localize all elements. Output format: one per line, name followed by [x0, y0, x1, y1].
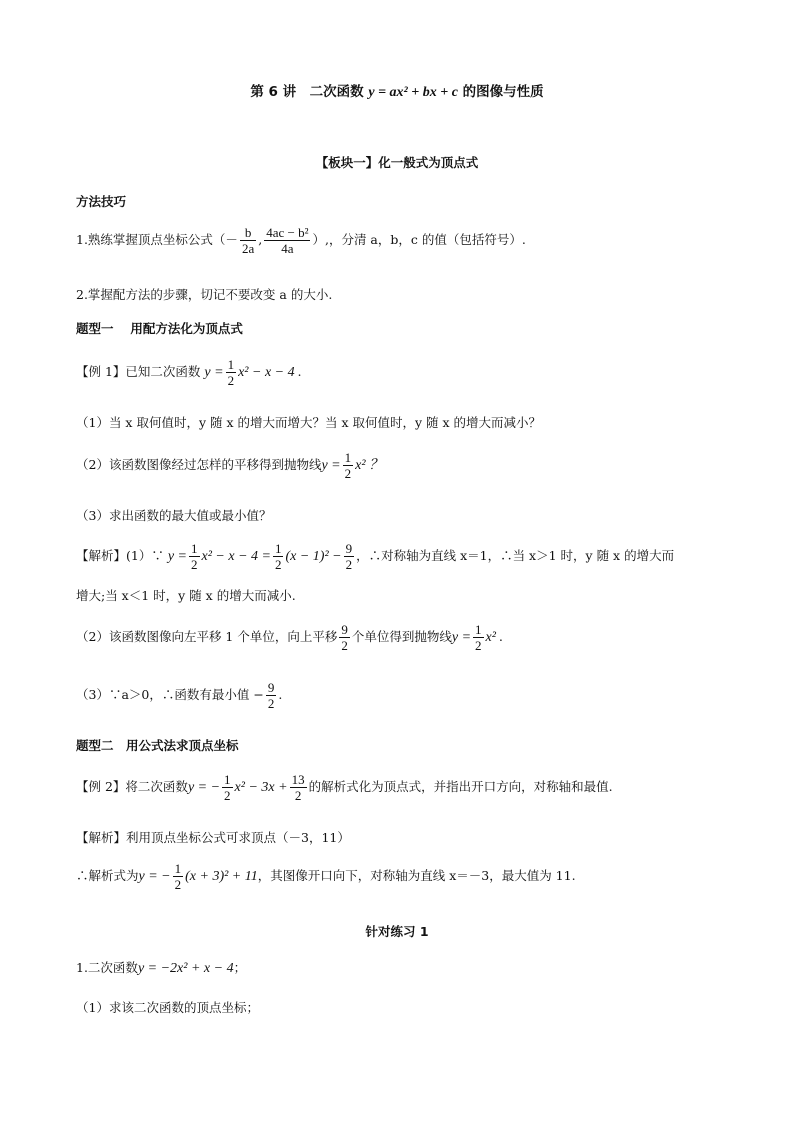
lecture-title — [0, 80, 794, 101]
frac-den: 2 — [227, 373, 235, 388]
example-2 — [76, 772, 613, 803]
example-1 — [76, 357, 302, 388]
method1-prefix: 1.熟练掌握顶点坐标公式（－ — [76, 232, 238, 247]
frac-num: 13 — [291, 772, 305, 787]
practice-item-1 — [76, 958, 246, 977]
frac-den: 2 — [267, 696, 275, 711]
sol1-2-tail: x² . — [485, 630, 503, 645]
frac-num: 1 — [227, 357, 235, 372]
frac-den: 4a — [281, 241, 294, 256]
frac-num: 1 — [344, 450, 352, 465]
solution-1-part-2 — [76, 622, 503, 653]
sol1-3-prefix: （3）∵a＞0，∴函数有最小值 − — [76, 687, 264, 702]
solution-1-part-1-cont: 增大;当 x＜1 时，y 随 x 的增大而减小. — [76, 588, 296, 603]
frac-den: 2 — [191, 557, 198, 572]
ex1-q2-y: y = — [321, 458, 341, 473]
frac-num: 9 — [267, 680, 275, 695]
example-1-question-3: （3）求出函数的最大值或最小值？ — [76, 508, 272, 523]
frac-den: 2 — [345, 557, 353, 572]
fraction — [339, 622, 350, 653]
ex2-mid: x² − 3x + — [234, 780, 288, 795]
ex1-prefix: 【例 1】已知二次函数 — [76, 364, 201, 379]
sol1-mid1: x² − x − 4 = — [201, 549, 271, 564]
sol1-2-mid: 个单位得到抛物线 — [351, 629, 452, 644]
fraction — [173, 861, 184, 892]
fraction-b-over-2a — [240, 225, 256, 256]
fraction — [343, 450, 354, 481]
sol1-3-tail: . — [278, 687, 283, 702]
method-item-2: 2.掌握配方法的步骤，切记不要改变 a 的大小. — [76, 287, 333, 302]
frac-num: 9 — [341, 622, 348, 637]
example-1-question-1: （1）当 x 取何值时，y 随 x 的增大而增大？当 x 取何值时，y 随 x 的增大而减小？ — [76, 415, 542, 430]
title-suffix: 的图像与性质 — [462, 84, 544, 100]
solution-1-part-3 — [76, 680, 282, 711]
frac-den: 2 — [344, 466, 352, 481]
frac-den: 2a — [241, 241, 255, 256]
sol1-2-prefix: （2）该函数图像向左平移 1 个单位，向上平移 — [76, 629, 338, 644]
sol2-y: y = − — [138, 869, 171, 884]
sol2-prefix: ∴解析式为 — [76, 868, 139, 883]
frac-den: 2 — [294, 788, 302, 803]
p1-prefix: 1.二次函数 — [76, 960, 138, 975]
frac-num: 1 — [191, 541, 198, 556]
fraction — [189, 541, 200, 572]
frac-num: 4ac − b² — [266, 225, 309, 240]
p1-formula: y = −2x² + x − 4 — [137, 961, 234, 976]
frac-num: 1 — [174, 861, 182, 876]
ex2-prefix: 【例 2】将二次函数 — [76, 779, 188, 794]
method-heading: 方法技巧 — [76, 194, 127, 209]
fraction — [222, 772, 233, 803]
ex1-q2-tail: x² ？ — [355, 458, 384, 473]
frac-num: 1 — [475, 622, 482, 637]
fraction-vertex-y — [264, 225, 310, 256]
title-formula: y = ax² + bx + c — [368, 85, 458, 100]
method-item-1 — [76, 225, 526, 256]
sol2-tail: ，其图像开口向下，对称轴为直线 x＝－3，最大值为 11. — [257, 868, 576, 883]
ex2-tail: 的解析式化为顶点式，并指出开口方向，对称轴和最值. — [308, 779, 613, 794]
sol1-tail: ，∴对称轴为直线 x＝1，∴当 x＞1 时，y 随 x 的增大而 — [356, 548, 675, 563]
method1-comma: , — [258, 232, 263, 247]
solution-2-line-2 — [76, 861, 576, 892]
example-1-question-2 — [76, 450, 383, 481]
p1-tail: ； — [233, 960, 247, 975]
fraction — [226, 357, 237, 388]
frac-den: 2 — [475, 638, 482, 653]
ex1-y: y = — [204, 365, 224, 380]
frac-num: 1 — [224, 772, 231, 787]
frac-den: 2 — [174, 877, 182, 892]
ex1-q2-prefix: （2）该函数图像经过怎样的平移得到抛物线 — [76, 457, 322, 472]
frac-num: 9 — [345, 541, 353, 556]
sol1-2-y: y = — [451, 630, 472, 645]
fraction — [473, 622, 484, 653]
type1-heading: 题型一 用配方法化为顶点式 — [76, 321, 243, 336]
fraction — [290, 772, 307, 803]
sol1-y: y = — [167, 549, 187, 564]
fraction — [273, 541, 284, 572]
method1-suffix: ）,，分清 a，b，c 的值（包括符号）. — [312, 232, 526, 247]
fraction — [344, 541, 355, 572]
sol2-mid: (x + 3)² + 11 — [185, 869, 258, 884]
type2-heading: 题型二 用公式法求顶点坐标 — [76, 738, 239, 753]
ex1-tail: x² − x − 4 . — [238, 365, 302, 380]
solution-1-part-1 — [76, 541, 674, 572]
sol1-prefix: 【解析】(1）∵ — [76, 548, 164, 563]
practice-item-1-question-1: （1）求该二次函数的顶点坐标； — [76, 1000, 259, 1015]
frac-den: 2 — [274, 557, 282, 572]
ex2-y: y = − — [187, 780, 221, 795]
sol1-mid2: (x − 1)² − — [285, 549, 342, 564]
practice-heading: 针对练习 1 — [365, 924, 429, 939]
solution-2-line-1: 【解析】利用顶点坐标公式可求顶点（－3，11） — [76, 830, 350, 845]
title-prefix: 第 6 讲 二次函数 — [250, 84, 364, 100]
fraction — [266, 680, 277, 711]
frac-num: b — [240, 225, 256, 241]
module-heading: 【板块一】化一般式为顶点式 — [315, 155, 479, 170]
frac-num: 1 — [274, 541, 282, 556]
frac-den: 2 — [341, 638, 348, 653]
frac-den: 2 — [224, 788, 231, 803]
